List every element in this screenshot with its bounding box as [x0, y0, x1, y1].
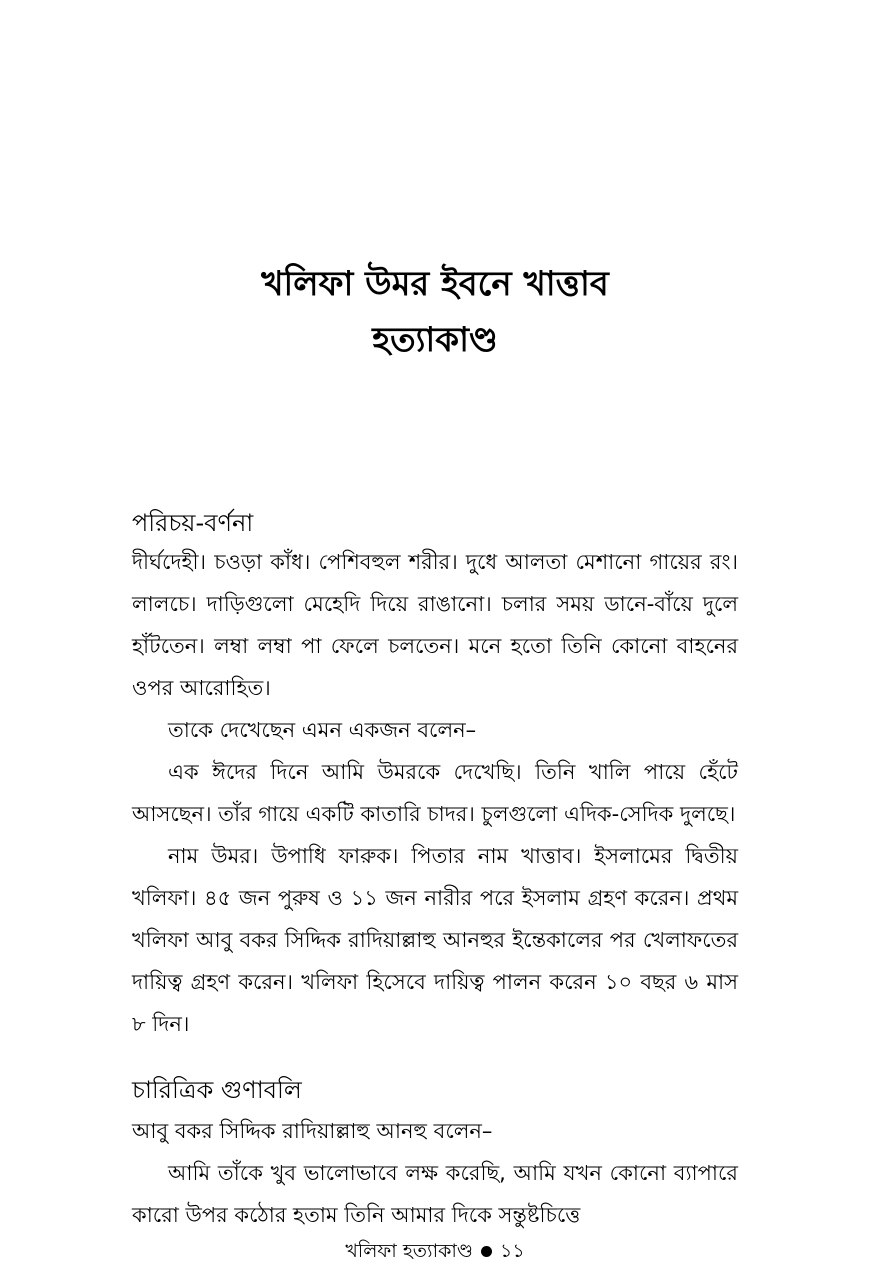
paragraph: দীর্ঘদেহী। চওড়া কাঁধ। পেশিবহুল শরীর। দুধে আলতা মেশানো গায়ের রং। লালচে। দাড়িগুলো মেহেদি দিয়ে রাঙানো। চলার সময় ডানে-বাঁয়ে দুলে হাঁটতেন। লম্বা লম্বা পা ফেলে চলতেন। মনে হতো তিনি কোনো বাহনের ওপর আরোহিত। [132, 550, 738, 700]
paragraph: নাম উমর। উপাধি ফারুক। পিতার নাম খাত্তাব। ইসলামের দ্বিতীয় খলিফা। ৪৫ জন পুরুষ ও ১১ জন নারীর পরে ইসলাম গ্রহণ করেন। প্রথম খলিফা আবু বকর সিদ্দিক রাদিয়াল্লাহু আনহুর ইন্তেকালের পর খেলাফতের দায়িত্ব গ্রহণ করেন। খলিফা হিসেবে দায়িত্ব পালন করেন ১০ বছর ৬ মাস ৮ দিন। [132, 844, 738, 1036]
title-line-1: খলিফা উমর ইবনে খাত্তাব [261, 264, 609, 304]
section-body-introduction [132, 541, 738, 1045]
section-heading-introduction: পরিচয়-বর্ণনা [132, 509, 254, 537]
page-footer [0, 1238, 870, 1264]
paragraph: আমি তাঁকে খুব ভালোভাবে লক্ষ করেছি, আমি যখন কোনো ব্যাপারে কারো উপর কঠোর হতাম তিনি আমার দিকে সন্তুষ্টচিত্তে [132, 1161, 738, 1227]
section-heading-character: চারিত্রিক গুণাবলি [132, 1076, 302, 1104]
section-body-character [132, 1110, 738, 1236]
bullet-dot-icon [481, 1246, 492, 1257]
paragraph: আবু বকর সিদ্দিক রাদিয়াল্লাহু আনহু বলেন– [132, 1119, 493, 1143]
paragraph: এক ঈদের দিনে আমি উমরকে দেখেছি। তিনি খালি পায়ে হেঁটে আসছেন। তাঁর গায়ে একটি কাতারি চাদর। চুলগুলো এদিক-সেদিক দুলছে। [132, 760, 738, 826]
paragraph: তাকে দেখেছেন এমন একজন বলেন– [168, 718, 477, 742]
running-title: খলিফা হত্যাকাণ্ড [345, 1240, 473, 1262]
page-number: ১১ [500, 1240, 525, 1262]
title-line-2: হত্যাকাণ্ড [372, 320, 498, 360]
